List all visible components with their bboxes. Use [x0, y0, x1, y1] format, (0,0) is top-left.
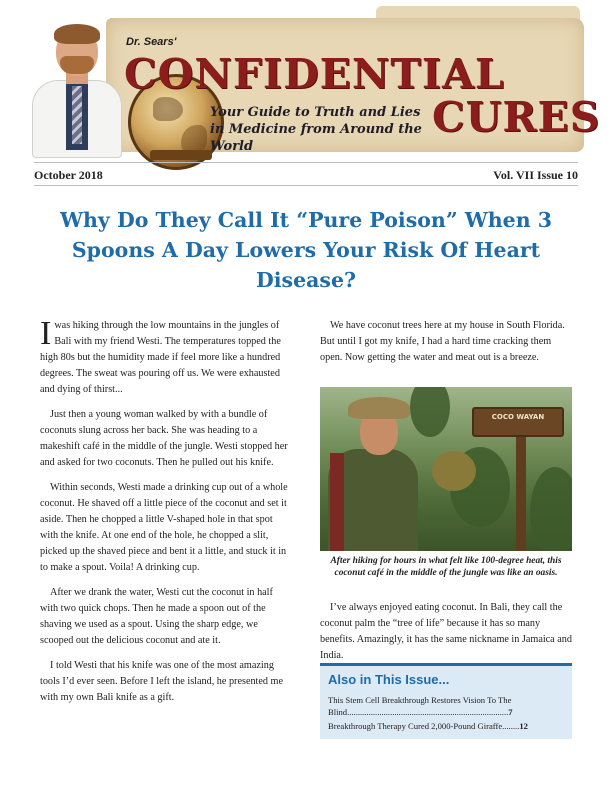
globe-stand: [150, 150, 212, 160]
article-headline: Why Do They Call It “Pure Poison” When 3 Spoons A Day Lowers Your Risk Of Heart Disease?: [59, 208, 553, 292]
top-rule: [34, 162, 578, 163]
cafe-sign: COCO WAYAN: [472, 407, 564, 437]
brand-title-top: CONFIDENTIAL: [124, 50, 505, 98]
drop-cap: I: [40, 315, 52, 352]
toc-item[interactable]: Breakthrough Therapy Cured 2,000-Pound Giraffe........12: [328, 721, 528, 731]
article-left-column: [40, 315, 292, 715]
brand-title-bottom: CURES: [432, 93, 601, 141]
article-paragraph: Iwas hiking through the low mountains in the jungles of Bali with my friend Westi. The temperatures topped the high 80s but the humidity made if feel more like a hundred degrees. The sweat was pouring off us. We were exhausted and dying of thirst...: [40, 315, 281, 395]
masthead: [0, 0, 612, 160]
article-paragraph: After we drank the water, Westi cut the coconut in half with two quick chops. Then he made a spoon out of the shaving we used as a spout. Using the sharp edge, we scooped out the delicious coconut and ate it.: [40, 587, 273, 646]
article-paragraph: Within seconds, Westi made a drinking cup out of a whole coconut. He shaved off a little piece of the coconut and set it aside. Then he chopped a little V-shaped hole in that spot with the knife. At one end of the hole, he chopped a slit, picked up the shaved piece and bent it a little, and stuck it in to make a spout. Voila! A drinking cup.: [40, 482, 288, 573]
masthead-tagline: Your Guide to Truth and Lies in Medicine from Around the World: [210, 105, 422, 154]
masthead-byline: Dr. Sears': [126, 36, 177, 48]
bottom-rule: [34, 185, 578, 186]
toc-item[interactable]: This Stem Cell Breakthrough Restores Vision To The Blind...........................................................................7: [328, 695, 513, 717]
coconut-icon: [432, 451, 476, 491]
issue-date: October 2018: [34, 168, 103, 182]
article-photo: [320, 387, 572, 551]
article-paragraph: I told Westi that his knife was one of the most amazing tools I’d ever seen. Before I left the island, he presented me with my own Bali knife as a gift.: [40, 660, 283, 703]
also-in-issue-box: [320, 663, 572, 739]
author-photo: [28, 22, 124, 158]
also-in-issue-title: Also in This Issue...: [328, 672, 450, 687]
article-paragraph: I’ve always enjoyed eating coconut. In Bali, they call the coconut palm the “tree of life” because it has so many benefits. Amazingly, it has the same nickname in Jamaica and India.: [320, 602, 572, 661]
article-paragraph: We have coconut trees here at my house in South Florida. But until I got my knife, I had a hard time cracking them open. Now getting the water and meat out is a breeze.: [320, 320, 565, 363]
hat-icon: [348, 397, 410, 419]
issue-volume: Vol. VII Issue 10: [493, 168, 578, 182]
article-right-column: [320, 318, 572, 375]
photo-caption: After hiking for hours in what felt like 100-degree heat, this coconut café in the middle of the jungle was like an oasis.: [330, 556, 562, 578]
article-paragraph: Just then a young woman walked by with a bundle of coconuts slung across her back. She was heading to a makeshift café in the middle of the jungle. Westi stopped her and asked for two coconuts. Then he pulled out his knife.: [40, 409, 288, 468]
sign-post: [516, 435, 526, 551]
